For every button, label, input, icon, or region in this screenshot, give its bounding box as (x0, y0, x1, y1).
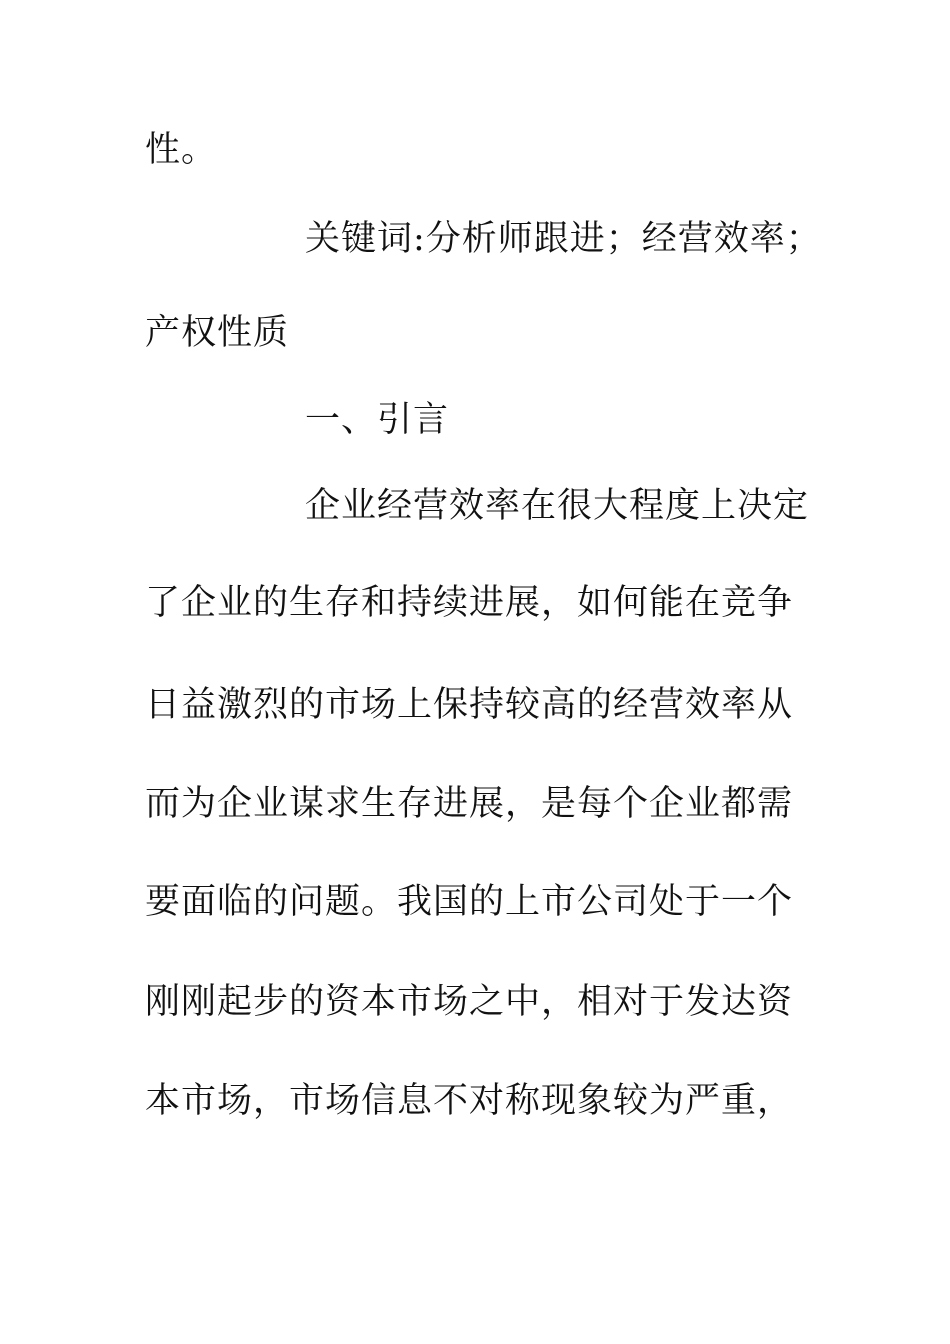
paragraph-line-2: 了企业的生存和持续进展，如何能在竞争 (145, 583, 794, 623)
keywords-continuation-line: 产权性质 (145, 313, 290, 353)
paragraph-line-6: 刚刚起步的资本市场之中，相对于发达资 (145, 982, 794, 1022)
section-heading-introduction: 一、引言 (305, 400, 450, 440)
abstract-tail-line: 性。 (145, 130, 218, 170)
paragraph-line-5: 要面临的问题。我国的上市公司处于一个 (145, 882, 794, 922)
paragraph-line-4: 而为企业谋求生存进展，是每个企业都需 (145, 784, 794, 824)
keywords-line: 关键词:分析师跟进；经营效率； (305, 219, 822, 259)
paragraph-line-3: 日益激烈的市场上保持较高的经营效率从 (145, 685, 794, 725)
paragraph-line-7: 本市场，市场信息不对称现象较为严重， (145, 1081, 794, 1121)
paragraph-line-1: 企业经营效率在很大程度上决定 (305, 486, 810, 526)
